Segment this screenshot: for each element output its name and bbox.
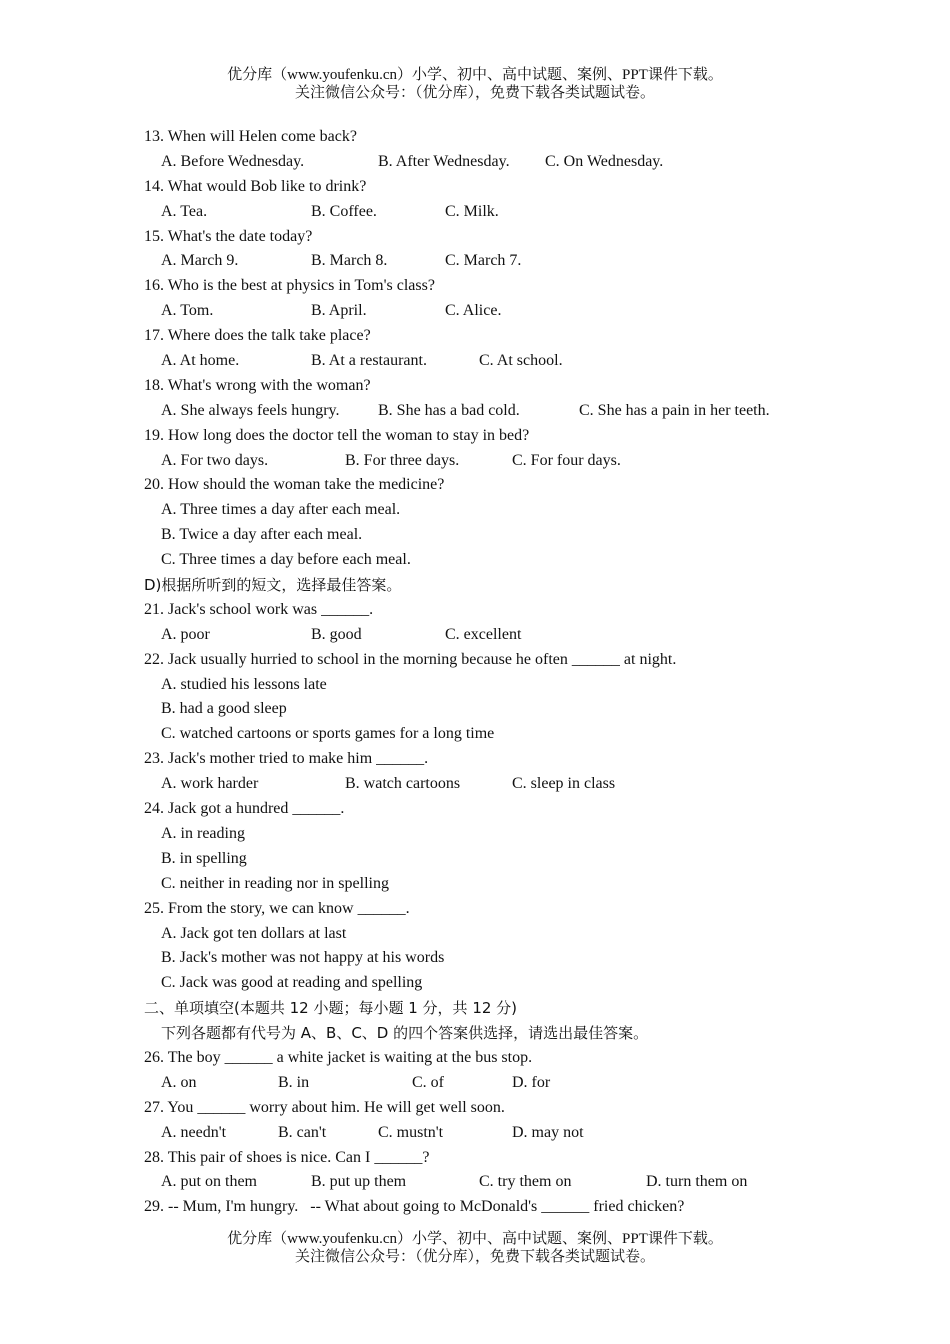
- options-13: [144, 150, 864, 175]
- option-20-a-text: A. Three times a day after each meal.: [161, 501, 401, 519]
- option-16-b: B. April.: [311, 302, 367, 320]
- option-25-b-text: B. Jack's mother was not happy at his words: [161, 949, 445, 967]
- question-14: 14. What would Bob like to drink?: [144, 177, 367, 195]
- option-27-b: B. can't: [278, 1123, 327, 1141]
- header-line-1: 优分库（www.youfenku.cn）小学、初中、高中试题、案例、PPT课件下载。: [227, 67, 723, 83]
- option-21-c: C. excellent: [445, 625, 522, 643]
- question-19: 19. How long does the doctor tell the woman to stay in bed?: [144, 426, 530, 444]
- question-18: 18. What's wrong with the woman?: [144, 376, 371, 394]
- option-27-d: D. may not: [512, 1123, 584, 1141]
- footer-line-1: 优分库（www.youfenku.cn）小学、初中、高中试题、案例、PPT课件下载。: [227, 1231, 723, 1247]
- option-22-a: [144, 673, 864, 698]
- option-19-c: C. For four days.: [512, 451, 621, 469]
- options-21: [144, 623, 864, 648]
- option-17-c: C. At school.: [479, 352, 563, 370]
- question-20: 20. How should the woman take the medicine?: [144, 476, 445, 494]
- option-15-a: A. March 9.: [161, 252, 239, 270]
- question-27: 27. You ______ worry about him. He will get well soon.: [144, 1098, 505, 1116]
- option-14-c: C. Milk.: [445, 202, 499, 220]
- options-28: [144, 1170, 864, 1195]
- option-26-d: D. for: [512, 1073, 551, 1091]
- question-24: 24. Jack got a hundred ______.: [144, 800, 345, 818]
- options-16: [144, 299, 864, 324]
- options-23: [144, 772, 864, 797]
- option-24-a: [144, 822, 864, 847]
- option-22-c: [144, 722, 864, 747]
- option-13-a: A. Before Wednesday.: [161, 152, 305, 170]
- option-19-a: A. For two days.: [161, 451, 269, 469]
- option-28-d: D. turn them on: [646, 1173, 748, 1191]
- page-header: [0, 66, 950, 102]
- option-20-a: [144, 498, 864, 523]
- page-footer: [0, 1230, 950, 1266]
- option-22-c-text: C. watched cartoons or sports games for a long time: [161, 725, 495, 743]
- option-24-c: [144, 872, 864, 897]
- section-2-heading: 二、单项填空(本题共 12 小题；每小题 1 分，共 12 分): [144, 999, 518, 1018]
- question-17: 17. Where does the talk take place?: [144, 327, 371, 345]
- option-15-c: C. March 7.: [445, 252, 522, 270]
- options-14: [144, 200, 864, 225]
- question-26: 26. The boy ______ a white jacket is waiting at the bus stop.: [144, 1048, 533, 1066]
- option-24-b-text: B. in spelling: [161, 849, 247, 867]
- option-20-c: [144, 548, 864, 573]
- option-26-c: C. of: [412, 1073, 444, 1091]
- question-15: 15. What's the date today?: [144, 227, 313, 245]
- option-28-b: B. put up them: [311, 1173, 407, 1191]
- option-22-b-text: B. had a good sleep: [161, 700, 287, 718]
- option-25-a: [144, 922, 864, 947]
- option-14-b: B. Coffee.: [311, 202, 377, 220]
- option-18-b: B. She has a bad cold.: [378, 401, 520, 419]
- option-16-a: A. Tom.: [161, 302, 214, 320]
- option-14-a: A. Tea.: [161, 202, 208, 220]
- question-22: 22. Jack usually hurried to school in the morning because he often ______ at night.: [144, 650, 677, 668]
- options-15: [144, 249, 864, 274]
- section-2-instruction-text: 下列各题都有代号为 A、B、C、D 的四个答案供选择，请选出最佳答案。: [161, 1024, 649, 1043]
- question-28: 28. This pair of shoes is nice. Can I ______?: [144, 1148, 430, 1166]
- question-16: 16. Who is the best at physics in Tom's class?: [144, 277, 435, 295]
- option-19-b: B. For three days.: [345, 451, 460, 469]
- option-20-c-text: C. Three times a day before each meal.: [161, 551, 411, 569]
- section-d-heading: D)根据所听到的短文，选择最佳答案。: [144, 576, 402, 595]
- option-24-a-text: A. in reading: [161, 824, 245, 842]
- section-2-instruction: [144, 1021, 864, 1046]
- option-28-a: A. put on them: [161, 1173, 257, 1191]
- question-23: 23. Jack's mother tried to make him ______.: [144, 750, 429, 768]
- option-18-c: C. She has a pain in her teeth.: [579, 401, 770, 419]
- question-25: 25. From the story, we can know ______.: [144, 899, 410, 917]
- option-21-a: A. poor: [161, 625, 210, 643]
- exam-content: [144, 125, 864, 1220]
- option-20-b: [144, 523, 864, 548]
- option-27-c: C. mustn't: [378, 1123, 444, 1141]
- option-17-b: B. At a restaurant.: [311, 352, 427, 370]
- options-18: [144, 399, 864, 424]
- question-21: 21. Jack's school work was ______.: [144, 600, 374, 618]
- option-24-c-text: C. neither in reading nor in spelling: [161, 874, 389, 892]
- option-25-a-text: A. Jack got ten dollars at last: [161, 924, 347, 942]
- option-21-b: B. good: [311, 625, 362, 643]
- option-26-a: A. on: [161, 1073, 197, 1091]
- option-13-b: B. After Wednesday.: [378, 152, 510, 170]
- option-23-a: A. work harder: [161, 775, 259, 793]
- option-25-c-text: C. Jack was good at reading and spelling: [161, 974, 423, 992]
- option-22-a-text: A. studied his lessons late: [161, 675, 327, 693]
- option-20-b-text: B. Twice a day after each meal.: [161, 526, 363, 544]
- option-16-c: C. Alice.: [445, 302, 502, 320]
- question-29: 29. -- Mum, I'm hungry. -- What about going to McDonald's ______ fried chicken?: [144, 1198, 685, 1216]
- option-28-c: C. try them on: [479, 1173, 572, 1191]
- options-19: [144, 449, 864, 474]
- option-13-c: C. On Wednesday.: [545, 152, 664, 170]
- option-22-b: [144, 697, 864, 722]
- header-line-2: 关注微信公众号：（优分库），免费下载各类试题试卷。: [294, 85, 655, 101]
- option-23-b: B. watch cartoons: [345, 775, 461, 793]
- question-13: 13. When will Helen come back?: [144, 128, 357, 145]
- options-17: [144, 349, 864, 374]
- option-25-c: [144, 971, 864, 996]
- footer-line-2: 关注微信公众号：（优分库），免费下载各类试题试卷。: [294, 1249, 655, 1265]
- options-26: [144, 1071, 864, 1096]
- option-25-b: [144, 946, 864, 971]
- option-15-b: B. March 8.: [311, 252, 388, 270]
- option-27-a: A. needn't: [161, 1123, 227, 1141]
- option-26-b: B. in: [278, 1073, 310, 1091]
- option-18-a: A. She always feels hungry.: [161, 401, 340, 419]
- options-27: [144, 1121, 864, 1146]
- option-23-c: C. sleep in class: [512, 775, 616, 793]
- option-17-a: A. At home.: [161, 352, 240, 370]
- option-24-b: [144, 847, 864, 872]
